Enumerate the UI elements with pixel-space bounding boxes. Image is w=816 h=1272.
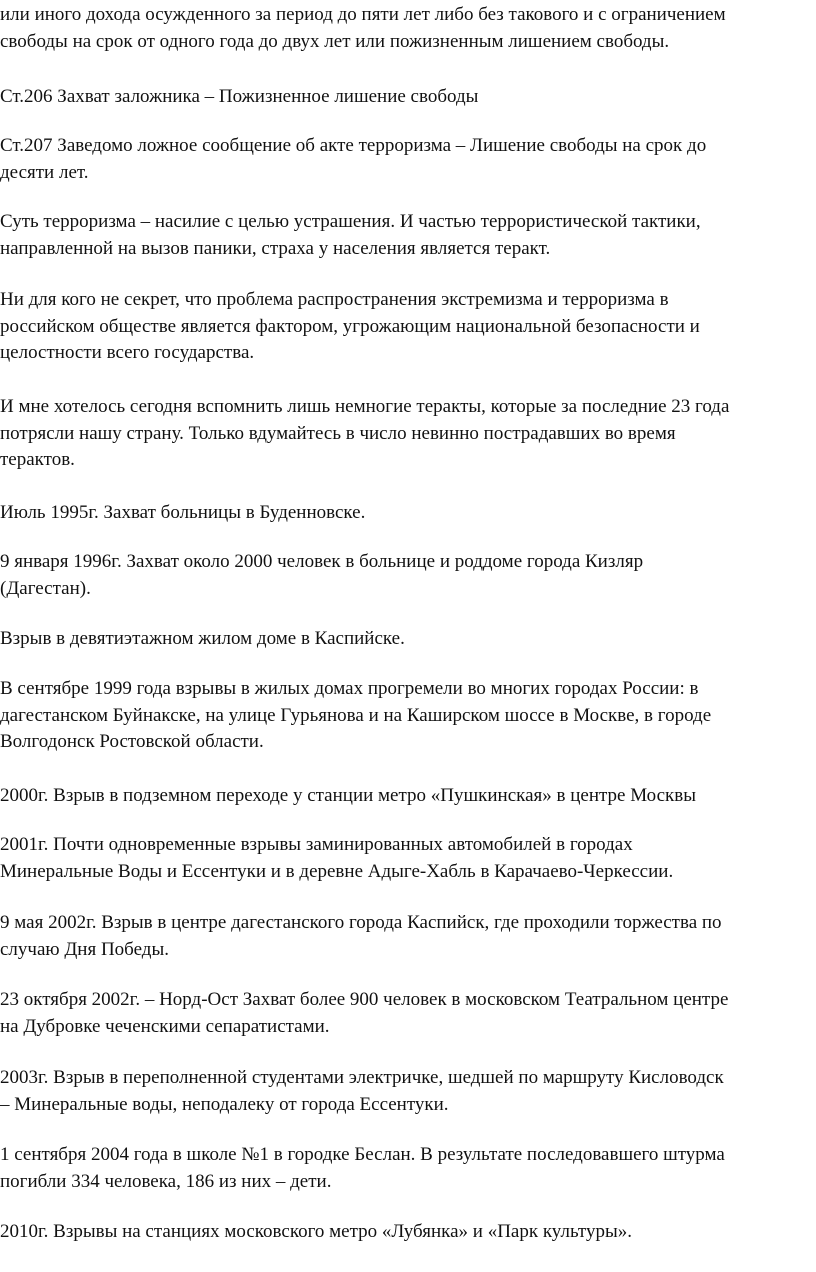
paragraph-2001-car-bombs: 2001г. Почти одновременные взрывы заминированных автомобилей в городах Минеральные Воды и Ессентуки и в деревне Адыге-Хабль в Карачаево-Черкессии.: [0, 834, 674, 882]
paragraph-2003-train: 2003г. Взрыв в переполненной студентами электричке, шедшей по маршруту Кисловодск – Минеральные воды, неподалеку от города Ессентуки.: [0, 1067, 724, 1115]
paragraph-1999-explosions: В сентябре 1999 года взрывы в жилых домах прогремели во многих городах России: в дагестанском Буйнакске, на улице Гурьянова и на Каширском шоссе в Москве, в городе Волгодонск Ростовской области.: [0, 678, 712, 752]
paragraph-2010-metro: 2010г. Взрывы на станциях московского метро «Лубянка» и «Парк культуры».: [0, 1221, 632, 1242]
paragraph-kaspiysk-building: Взрыв в девятиэтажном жилом доме в Каспийске.: [0, 628, 405, 649]
paragraph-extremism-problem: Ни для кого не секрет, что проблема распространения экстремизма и терроризма в российском обществе является фактором, угрожающим национальной безопасности и целостности всего государства.: [0, 289, 700, 363]
paragraph-2002-nord-ost: 23 октября 2002г. – Норд-Ост Захват более 900 человек в московском Театральном центре на Дубровке чеченскими сепаратистами.: [0, 989, 729, 1037]
paragraph-penalty-continuation: или иного дохода осужденного за период до пяти лет либо без такового и с ограничением свободы на срок от одного года до двух лет или пожизненным лишением свободы.: [0, 4, 726, 52]
paragraph-1996-kizlyar: 9 января 1996г. Захват около 2000 человек в больнице и роддоме города Кизляр (Дагестан).: [0, 551, 644, 599]
paragraph-2000-pushkinskaya: 2000г. Взрыв в подземном переходе у станции метро «Пушкинская» в центре Москвы: [0, 785, 696, 806]
paragraph-article-206: Ст.206 Захват заложника – Пожизненное лишение свободы: [0, 86, 479, 107]
paragraph-2002-kaspiysk: 9 мая 2002г. Взрыв в центре дагестанского города Каспийск, где проходили торжества по случаю Дня Победы.: [0, 912, 722, 960]
paragraph-article-207: Ст.207 Заведомо ложное сообщение об акте терроризма – Лишение свободы на срок до десяти лет.: [0, 135, 707, 183]
paragraph-terrorism-essence: Суть терроризма – насилие с целью устрашения. И частью террористической тактики, направленной на вызов паники, страха у населения является теракт.: [0, 211, 701, 259]
paragraph-2004-beslan: 1 сентября 2004 года в школе №1 в городке Беслан. В результате последовавшего штурма погибли 334 человека, 186 из них – дети.: [0, 1144, 725, 1192]
paragraph-1995-budennovsk: Июль 1995г. Захват больницы в Буденновске.: [0, 502, 366, 523]
paragraph-recall-attacks: И мне хотелось сегодня вспомнить лишь немногие теракты, которые за последние 23 года потрясли нашу страну. Только вдумайтесь в число невинно пострадавших во время терактов.: [0, 396, 730, 470]
